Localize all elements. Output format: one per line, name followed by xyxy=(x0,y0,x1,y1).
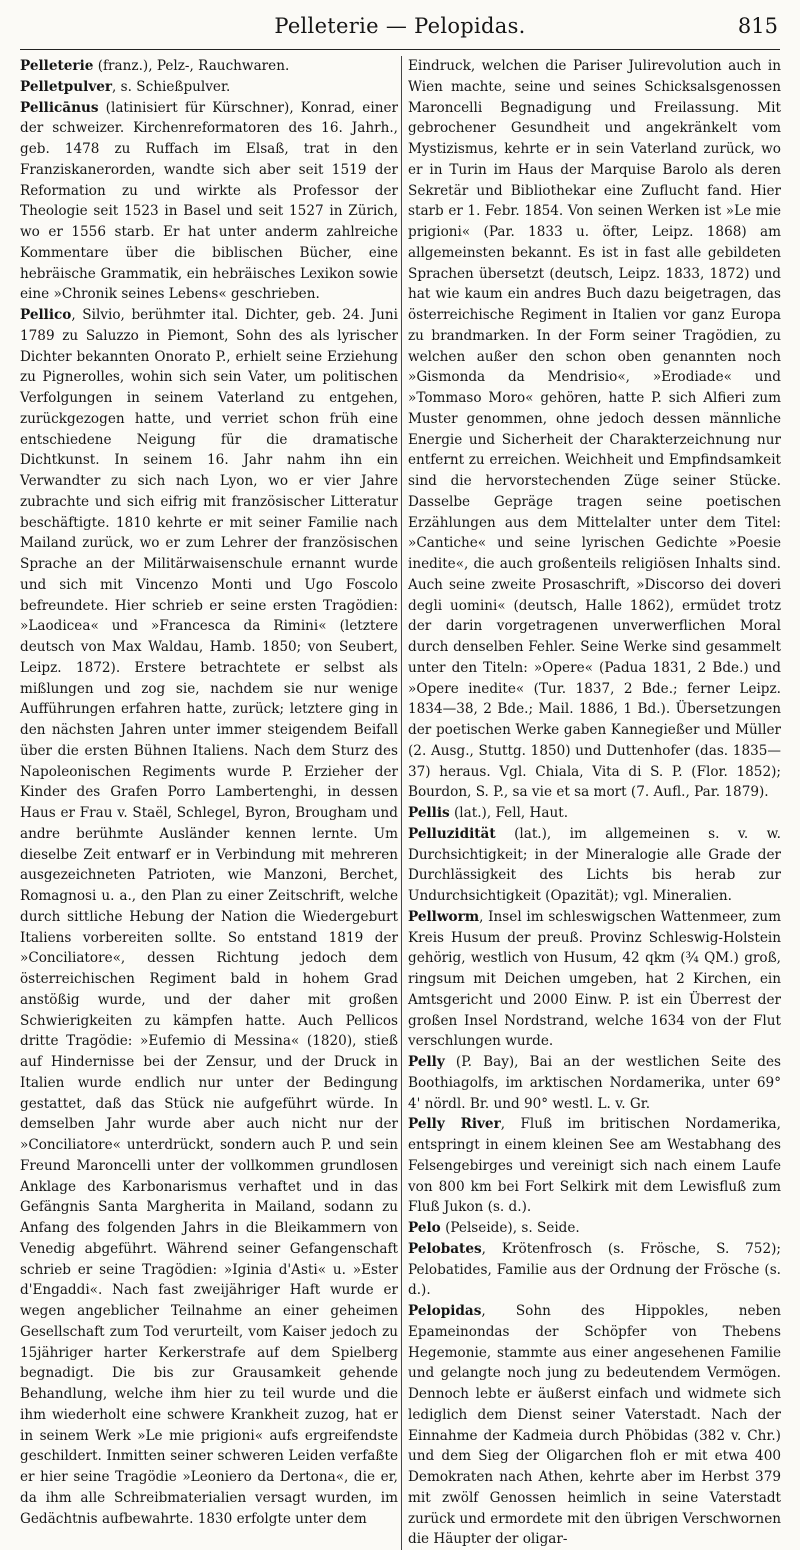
entry-headword: Pelleterie xyxy=(20,58,94,74)
entry-headword: Pellworm xyxy=(408,908,480,925)
entry-text: Eindruck, welchen die Pariser Julirevolution auch in Wien machte, seine und seines Schicksalsgenossen Maroncelli Begnadigung und Freilassung. Mit gebrochener Gesundheit und angekränkelt vom Mystizismus, kehrte er in sein Vaterland zurück, wo er in Turin im Haus der Marquise Barolo als deren Sekretär und Bibliothekar eine Zuflucht fand. Hier starb er 1. Febr. 1854. Von seinen Werken ist »Le mie prigioni« (Par. 1833 u. öfter, Leipz. 1868) am allgemeinsten bekannt. Es ist in fast alle gebildeten Sprachen übersetzt (deutsch, Leipz. 1833, 1872) und hat wie kaum ein andres Buch dazu beigetragen, das österreichische Regiment in Italien vor ganz Europa zu brandmarken. In der Form seiner Tragödien, zu welchen außer den schon oben genannten noch »Gismonda da Mendrisio«, »Erodiade« und »Tommaso Moro« gehören, hatte P. sich Alfieri zum Muster genommen, ohne jedoch dessen männliche Energie und Sicherheit der Charakterzeichnung nur entfernt zu erreichen. Weichheit und Empfindsamkeit sind die hervorstechenden Züge seiner Stücke. Dasselbe Gepräge tragen seine poetischen Erzählungen aus dem Mittelalter unter dem Titel: »Cantiche« und seine lyrischen Gedichte »Poesie inedite«, die auch großenteils religiösen Inhalts sind. Auch seine zweite Prosaschrift, »Discorso dei doveri degli uomini« (deutsch, Halle 1862), ermüdet trotz der darin vorgetragenen unverwerflichen Moral durch denselben Fehler. Seine Werke sind gesammelt unter den Titeln: »Opere« (Padua 1831, 2 Bde.) und »Opere inedite« (Tur. 1837, 2 Bde.; ferner Leipz. 1834—38, 2 Bde.; Mail. 1886, 1 Bd.). Übersetzungen der poetischen Werke gaben Kannegießer und Müller (2. Ausg., Stuttg. 1850) und Duttenhofer (das. 1835—37) heraus. Vgl. Chiala, Vita di S. P. (Flor. 1852); Bourdon, S. P., sa vie et sa mort (7. Aufl., Par. 1879). xyxy=(408,58,781,801)
entry-pellico-cont xyxy=(408,56,781,803)
entry-text: (lat.), im allgemeinen s. v. w. Durchsichtigkeit; in der Mineralogie alle Grade der Durchlässigkeit des Lichts bis herab zur Undurchsichtigkeit (Opazität); vgl. Mineralien. xyxy=(408,825,781,904)
entry-pellis xyxy=(408,803,781,824)
entry-text: , Silvio, berühmter ital. Dichter, geb. 24. Juni 1789 zu Saluzzo in Piemont, Sohn des als lyrischer Dichter bekannten Onorato P., erhielt seine Erziehung zu Pignerolles, wohin sich sein Vater, um politischen Verfolgungen in seinem Vaterland zu entgehen, zurückgezogen hatte, und verriet schon früh eine entschiedene Neigung für die dramatische Dichtkunst. In seinem 16. Jahr nahm ihn ein Verwandter zu sich nach Lyon, wo er vier Jahre zubrachte und sich eifrig mit französischer Litteratur beschäftigte. 1810 kehrte er mit seiner Familie nach Mailand zurück, wo er zum Lehrer der französischen Sprache an der Militärwaisenschule ernannt wurde und sich mit Vincenzo Monti und Ugo Foscolo befreundete. Hier schrieb er seine ersten Tragödien: »Laodicea« und »Francesca da Rimini« (letztere deutsch von Max Waldau, Hamb. 1850; von Seubert, Leipz. 1872). Erstere betrachtete er selbst als mißlungen und zog sie, nachdem sie nur wenige Aufführungen erfahren hatte, zurück; letztere ging in den nächsten Jahren unter immer steigendem Beifall über die ersten Bühnen Italiens. Nach dem Sturz des Napoleonischen Regiments wurde P. Erzieher der Kinder des Grafen Porro Lambertenghi, in dessen Haus er Frau v. Staël, Schlegel, Byron, Brougham und andre berühmte Ausländer kennen lernte. Um dieselbe Zeit entwarf er in Verbindung mit mehreren ausgezeichneten Patrioten, wie Manzoni, Berchet, Romagnosi u. a., den Plan zu einer Zeitschrift, welche durch sittliche Hebung der Nation die Wiedergeburt Italiens vorbereiten sollte. So entstand 1819 der »Conciliatore«, dessen Richtung jedoch dem österreichischen Regiment bald in hohem Grad anstößig wurde, und der daher mit großen Schwierigkeiten zu kämpfen hatte. Auch Pellicos dritte Tragödie: »Eufemio di Messina« (1820), stieß auf Hindernisse bei der Zensur, und der Druck in Italien wurde endlich nur unter der Bedingung gestattet, daß das Stück nie aufgeführt würde. In demselben Jahr wurde aber auch nicht nur der »Conciliatore« unterdrückt, sondern auch P. und sein Freund Maroncelli unter der vollkommen grundlosen Anklage des Karbonarismus verhaftet und in das Gefängnis Santa Margherita in Mailand, sodann zu Anfang des folgenden Jahrs in die Bleikammern von Venedig abgeführt. Während seiner Gefangenschaft schrieb er seine Tragödien: »Iginia d'Asti« u. »Ester d'Engaddi«. Nach fast zweijähriger Haft wurde er wegen angeblicher Teilnahme an einer geheimen Gesellschaft zum Tod verurteilt, vom Kaiser jedoch zu 15jähriger harter Kerkerstrafe auf dem Spielberg begnadigt. Die bis zur Grausamkeit gehende Behandlung, welche ihm hier zu teil wurde und die ihm wiederholt eine schwere Krankheit zuzog, hat er in seinem Werk »Le mie prigioni« aufs ergreifendste geschildert. Inmitten seiner schweren Leiden verfaßte er hier seine Tragödie »Leoniero da Dertona«, die er, da ihm alle Schreibmaterialien versagt wurden, im Gedächtnis aufbewahrte. 1830 erfolgte unter dem xyxy=(20,307,398,1527)
entry-headword: Pelly River xyxy=(408,1116,501,1133)
entry-text: (lat.), Fell, Haut. xyxy=(449,805,569,821)
entry-headword: Pelobates xyxy=(408,1240,482,1257)
entry-text: , Sohn des Hippokles, neben Epameinondas der Schöpfer von Thebens Hegemonie, stammte aus einer angesehenen Familie und gelangte noch jung zu bedeutendem Vermögen. Dennoch lebte er äußerst einfach und widmete sich lediglich dem Dienst seiner Vaterstadt. Nach der Einnahme der Kadmeia durch Phöbidas (382 v. Chr.) und dem Sieg der Oligarchen floh er mit etwa 400 Demokraten nach Athen, kehrte aber im Herbst 379 mit zwölf Genossen heimlich in seine Vaterstadt zurück und ermordete mit den übrigen Verschwornen die Häupter der oligar- xyxy=(408,1303,781,1548)
entry-headword: Pellico xyxy=(20,307,72,323)
entry-pelluziditat xyxy=(408,824,781,907)
entry-text: , Krötenfrosch (s. Frösche, S. 752); Pelobatides, Familie aus der Ordnung der Frösche (s. d.). xyxy=(408,1240,781,1299)
entry-pelleterie xyxy=(20,56,398,77)
page-number: 815 xyxy=(737,14,778,38)
entry-pelobates xyxy=(408,1239,781,1301)
left-column xyxy=(20,56,398,1529)
entry-headword: Pelletpulver xyxy=(20,78,113,95)
entry-headword: Pelopidas xyxy=(408,1303,482,1319)
entry-pelo xyxy=(408,1218,781,1239)
entry-headword: Pelluzidität xyxy=(408,825,496,842)
entry-text: (latinisiert für Kürschner), Konrad, einer der schweizer. Kirchenreformatoren des 16. Jahrh., geb. 1478 zu Ruffach im Elsaß, trat in den Franziskanerorden, wandte sich aber seit 1519 der Reformation zu und wirkte als Professor der Theologie seit 1523 in Basel und seit 1527 in Zürich, wo er 1556 starb. Er hat unter anderm zahlreiche Kommentare über die biblischen Bücher, eine hebräische Grammatik, ein hebräisches Lexikon sowie eine »Chronik seines Lebens« geschrieben. xyxy=(20,99,398,303)
entry-pellworm xyxy=(408,907,781,1052)
entry-pellicanus xyxy=(20,98,398,306)
entry-text: , s. Schießpulver. xyxy=(112,78,231,95)
header-rule xyxy=(20,49,780,50)
entry-text: , Fluß im britischen Nordamerika, entspringt in einem kleinen See am Westabhang des Felsengebirges und vereinigt sich nach einem Laufe von 800 km bei Fort Selkirk mit dem Lewisfluß zum Fluß Jukon (s. d.). xyxy=(408,1116,781,1216)
entry-pelly-river xyxy=(408,1114,781,1218)
entry-pelletpulver xyxy=(20,77,398,98)
entry-headword: Pelly xyxy=(408,1054,445,1070)
entry-headword: Pelo xyxy=(408,1220,441,1236)
entry-text: (P. Bay), Bai an der westlichen Seite des Boothiagolfs, im arktischen Nordamerika, unter 69° 4' nördl. Br. und 90° westl. L. v. Gr. xyxy=(408,1054,781,1112)
running-head xyxy=(20,8,780,46)
entry-pellico xyxy=(20,305,398,1529)
entry-text: , Insel im schleswigschen Wattenmeer, zum Kreis Husum der preuß. Provinz Schleswig-Holstein gehörig, westlich von Husum, 42 qkm (¾ QM.) groß, ringsum mit Deichen umgeben, hat 2 Kirchen, ein Amtsgericht und 2000 Einw. P. ist ein Überrest der großen Insel Nordstrand, welche 1634 von der Flut verschlungen wurde. xyxy=(408,908,781,1050)
entry-pelly xyxy=(408,1052,781,1114)
entry-headword: Pellis xyxy=(408,805,450,821)
entry-text: (Pelseide), s. Seide. xyxy=(440,1220,580,1236)
entry-headword: Pellicānus xyxy=(20,99,99,116)
entry-text: (franz.), Pelz-, Rauchwaren. xyxy=(93,58,290,74)
entry-pelopidas xyxy=(408,1301,781,1550)
right-column xyxy=(401,56,781,1550)
running-title: Pelleterie — Pelopidas. xyxy=(274,14,526,38)
